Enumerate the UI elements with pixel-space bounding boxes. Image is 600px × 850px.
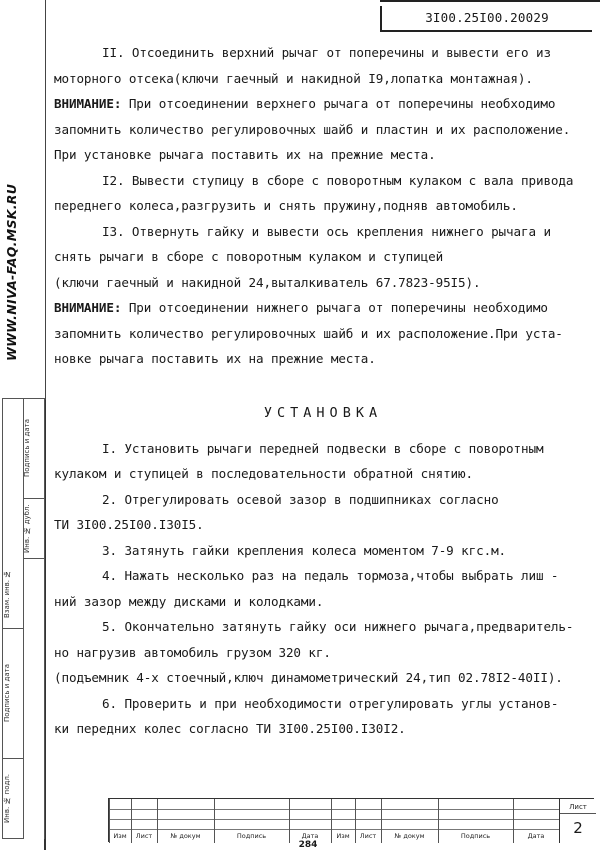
install-step-2: 2. Отрегулировать осевой зазор в подшипниках согласно ТИ 3I00.25I00.I30I5.	[54, 491, 499, 532]
sheet-number: 2	[573, 819, 583, 837]
page-number: 284	[298, 840, 318, 850]
step-11-paragraph: II. Отсоединить верхний рычаг от поперечины и вывести его из моторного отсека(ключи гаечный и накидной I9,лопатка монтажная).	[54, 45, 551, 86]
install-step-5: 5. Окончательно затянуть гайку оси нижнего рычага,предваритель- но нагрузив автомобиль грузом 320 кг. (подъемник 4-х стоечный,ключ динамометрический 24,тип 02.78I2-40II).	[54, 619, 574, 685]
warning-2-paragraph	[54, 295, 592, 372]
install-step-1: I. Установить рычаги передней подвески в сборе с поворотным кулаком и ступицей в последовательности обратной снятию.	[54, 440, 544, 481]
margin-cell-inv-dubl: Инв. № дубл.	[23, 499, 44, 559]
install-step-3: 3. Затянуть гайки крепления колеса моментом 7-9 кгс.м.	[102, 542, 507, 558]
margin-cell-vzam-inv: Взам. инв. №	[3, 559, 23, 629]
install-step-4: 4. Нажать несколько раз на педаль тормоза,чтобы выбрать лиш - ний зазор между дисками и колодками.	[54, 568, 559, 609]
margin-cell-signature-date-2: Подпись и дата	[23, 399, 44, 499]
section-heading-installation: УСТАНОВКА	[263, 404, 383, 421]
margin-approval-table	[2, 398, 45, 839]
stamp-label-signature-2: Подпись	[460, 832, 491, 840]
warning-1-paragraph	[54, 91, 592, 168]
stamp-label-date: Дата	[301, 832, 319, 840]
title-block-stamp	[108, 798, 594, 842]
step-12-paragraph: I2. Вывести ступицу в сборе с поворотным кулаком с вала привода переднего колеса,разгрузить и снять пружину,подняв автомобиль.	[54, 172, 574, 213]
warning-1-label: ВНИМАНИЕ:	[54, 96, 122, 111]
stamp-row-line	[109, 809, 559, 810]
stamp-label-izm-2: Изм	[336, 832, 350, 840]
install-step-6: 6. Проверить и при необходимости отрегулировать углы установ- ки передних колес согласно ТИ 3I00.25I00.I30I2.	[54, 695, 559, 736]
website-watermark: WWW.NIVA-FAQ.MSK.RU	[4, 183, 19, 361]
warning-2-text: При отсоединении нижнего рычага от поперечины необходимо запомнить количество регулировочных шайб и их расположение.При уста- новке рычага поставить их на прежние места.	[54, 300, 563, 366]
stamp-label-date-2: Дата	[527, 832, 545, 840]
warning-1-text: При отсоединении верхнего рычага от поперечины необходимо запомнить количество регулировочных шайб и пластин и их расположение. При установке рычага поставить их на прежние места.	[54, 96, 571, 162]
sheet-label: Лист	[560, 801, 596, 814]
sheet-number-box	[559, 799, 595, 843]
margin-column-2	[23, 399, 45, 839]
warning-2-label: ВНИМАНИЕ:	[54, 300, 122, 315]
stamp-label-doc-no: № докум	[170, 832, 201, 840]
document-code: 3I00.25I00.20029	[380, 6, 592, 32]
margin-cell-inv-podl: Инв. № подл.	[3, 759, 23, 839]
margin-column-1	[3, 399, 24, 839]
stamp-label-list-2: Лист	[359, 832, 377, 840]
stamp-label-doc-no-2: № докум	[394, 832, 425, 840]
stamp-label-list: Лист	[135, 832, 153, 840]
stamp-row-line	[109, 819, 559, 820]
document-body	[54, 40, 592, 742]
stamp-grid	[109, 799, 559, 843]
header-top-rule	[380, 0, 600, 2]
stamp-label-izm: Изм	[113, 832, 127, 840]
step-13-paragraph: I3. Отвернуть гайку и вывести ось крепления нижнего рычага и снять рычаги в сборе с поворотным кулаком и ступицей (ключи гаечный и накидной 24,выталкиватель 67.7823-95I5).	[54, 223, 551, 290]
stamp-label-signature: Подпись	[236, 832, 267, 840]
margin-cell-signature-date: Подпись и дата	[3, 629, 23, 759]
